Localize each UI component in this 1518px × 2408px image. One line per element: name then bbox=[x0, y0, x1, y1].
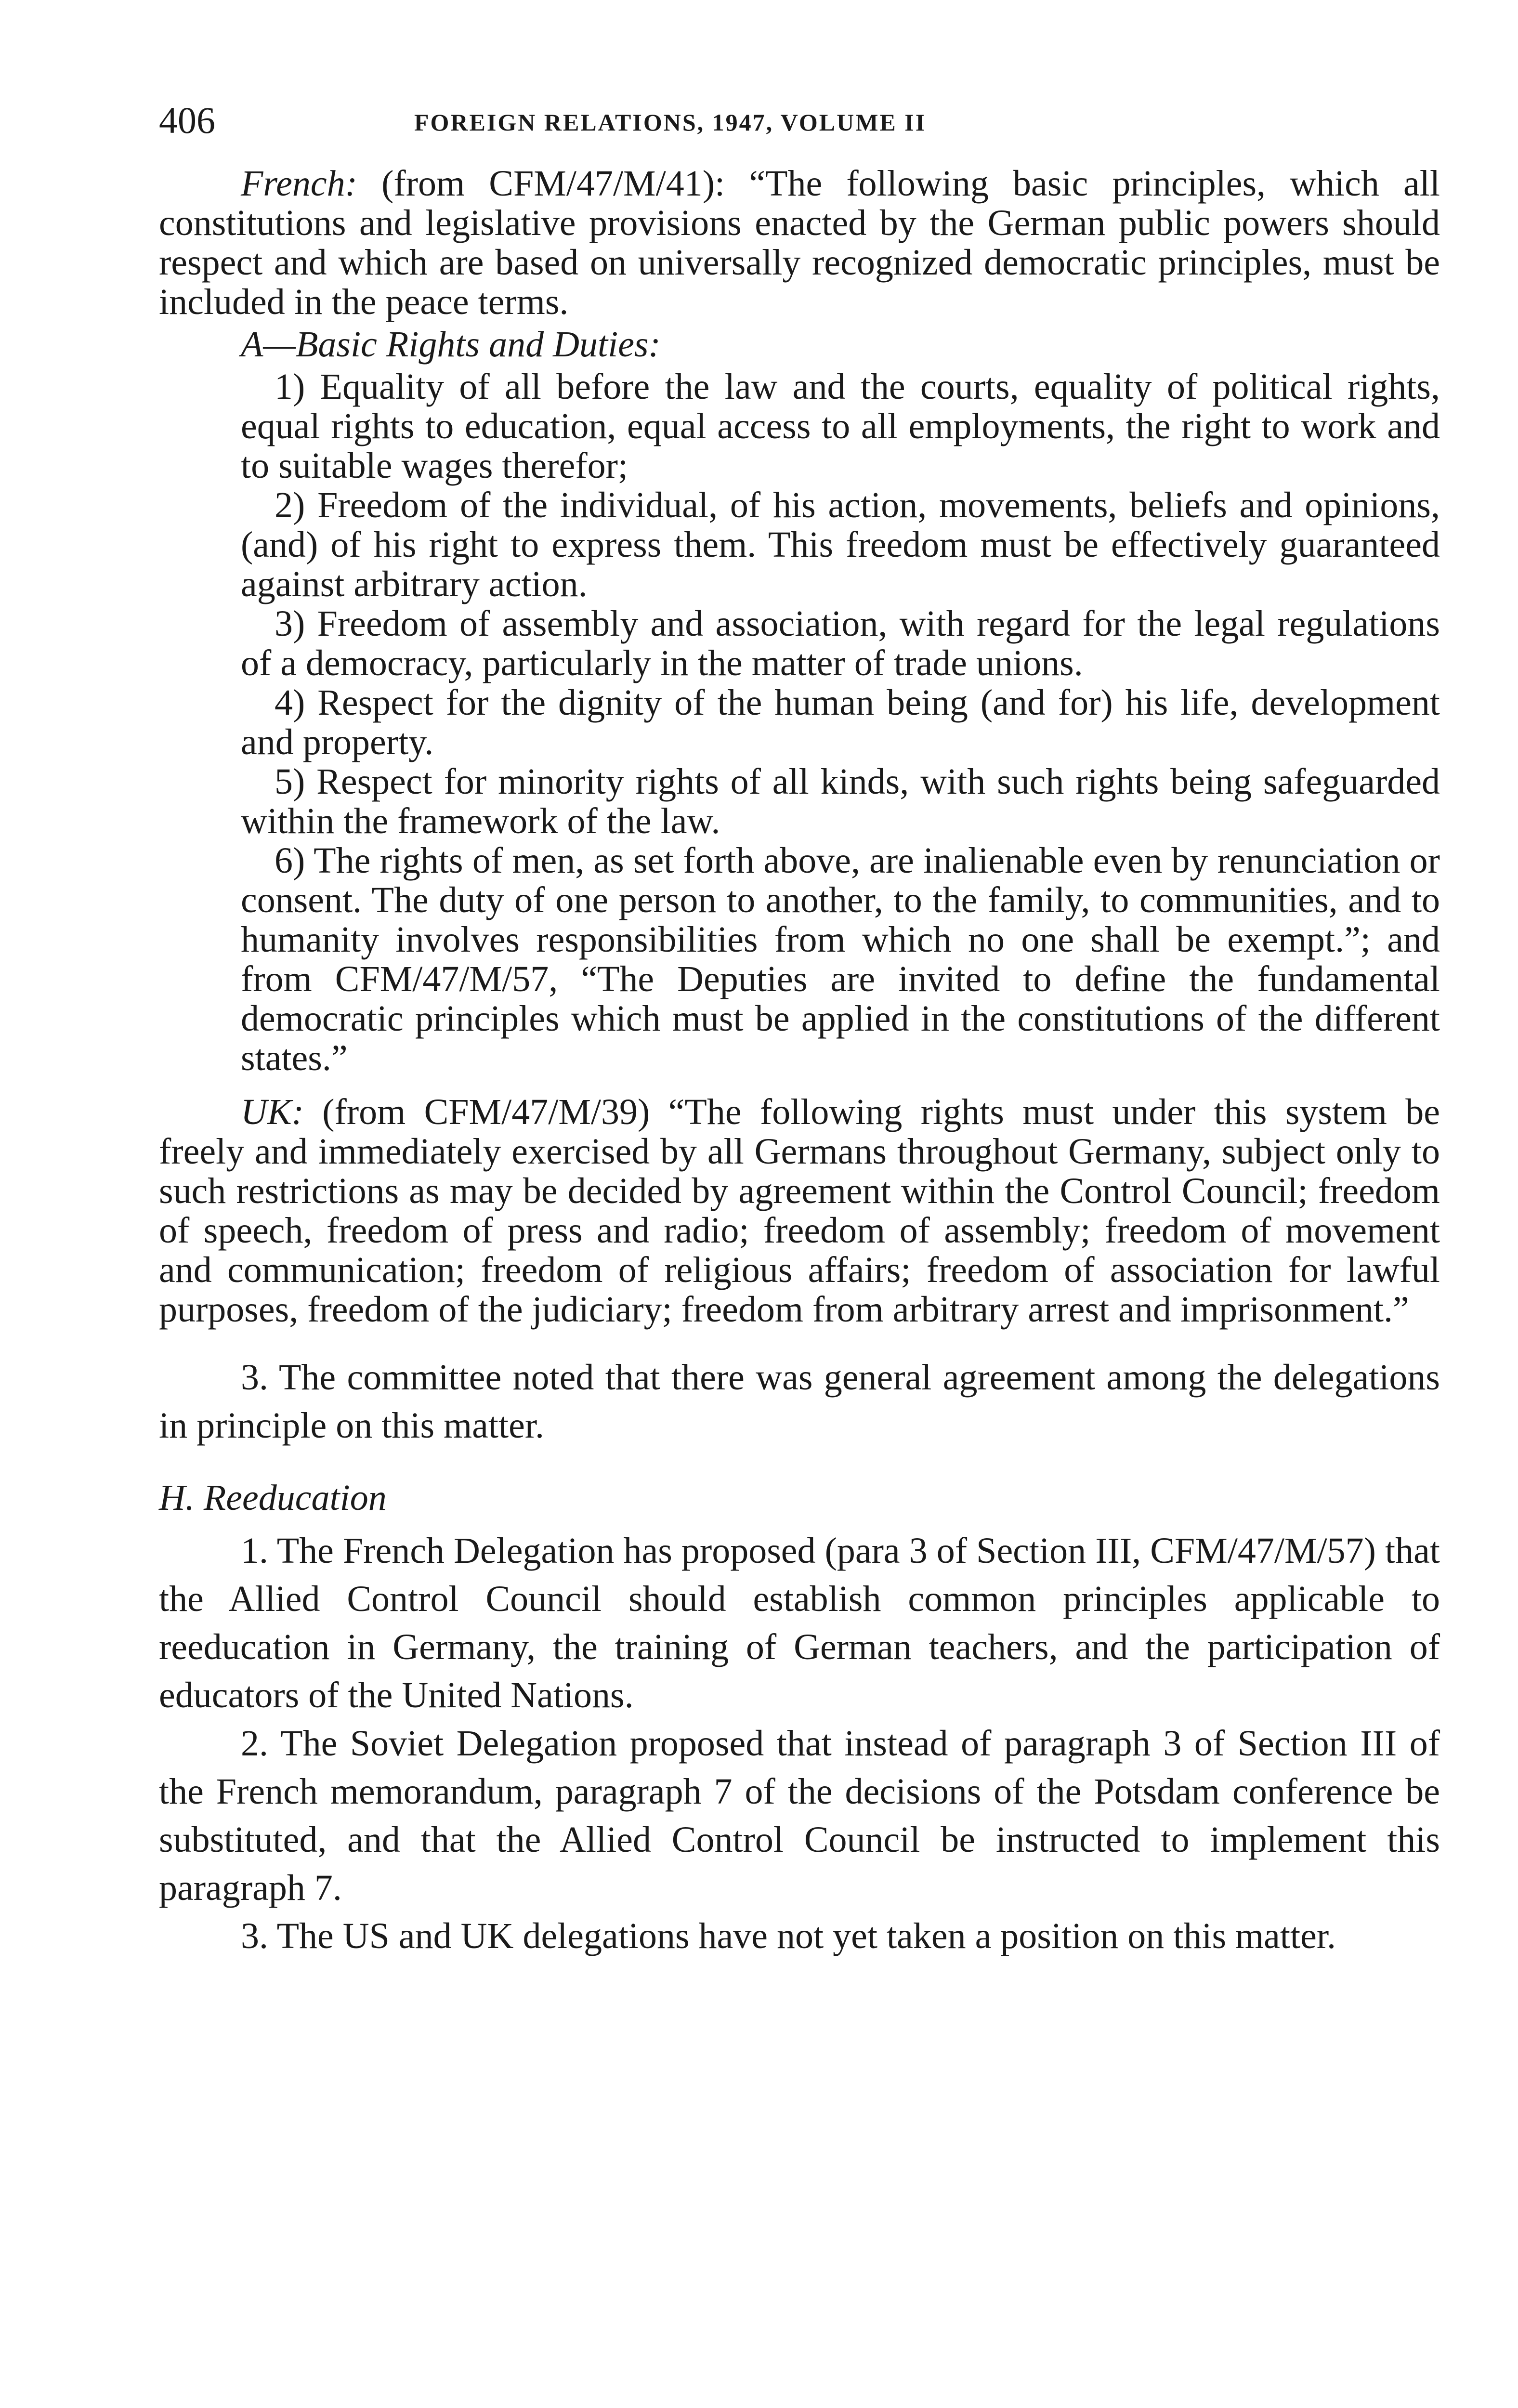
french-label: French: bbox=[241, 163, 357, 204]
list-item: 5) Respect for minority rights of all kinds, with such rights being safeguarded within the framework of the law. bbox=[241, 761, 1440, 841]
uk-label: UK: bbox=[241, 1092, 304, 1132]
committee-note: 3. The committee noted that there was general agreement among the delegations in principle on this matter. bbox=[159, 1357, 1440, 1446]
page-number: 406 bbox=[159, 99, 215, 141]
reeducation-paragraph: 2. The Soviet Delegation proposed that instead of paragraph 3 of Section III of the French memorandum, paragraph 7 of the decisions of the Potsdam conference be substituted, and that the Allied Control Council be instructed to implement this paragraph 7. bbox=[159, 1723, 1440, 1908]
reeducation-heading: H. Reeducation bbox=[159, 1478, 387, 1518]
list-item: 3) Freedom of assembly and association, with regard for the legal regulations of a democracy, particularly in the matter of trade unions. bbox=[241, 603, 1440, 683]
list-item: 1) Equality of all before the law and the courts, equality of political rights, equal rights to education, equal access to all employments, the right to work and to suitable wages therefor; bbox=[241, 366, 1440, 486]
basic-rights-list bbox=[241, 367, 1440, 1078]
list-item: 6) The rights of men, as set forth above, are inalienable even by renunciation or consent. The duty of one person to another, to the family, to communities, and to humanity involves responsibilities from which no one shall be exempt.”; and from CFM/47/M/57, “The Deputies are invited to define the fundamental democratic principles which must be applied in the constitutions of the different states.” bbox=[241, 840, 1440, 1078]
running-head: FOREIGN RELATIONS, 1947, VOLUME II bbox=[414, 109, 927, 136]
page-header bbox=[159, 96, 1440, 149]
uk-paragraph bbox=[159, 1092, 1440, 1329]
reeducation-paragraph: 1. The French Delegation has proposed (para 3 of Section III, CFM/47/M/57) that the Allied Control Council should establish common principles applicable to reeducation in Germany, the training of German teachers, and the participation of educators of the United Nations. bbox=[159, 1531, 1440, 1715]
main-section bbox=[159, 1353, 1440, 1960]
french-intro-text: (from CFM/47/M/41): “The following basic principles, which all constitutions and legislative provisions enacted by the German public powers should respect and which are based on universally recognized democratic principles, must be included in the peace terms. bbox=[159, 163, 1440, 322]
reeducation-paragraph: 3. The US and UK delegations have not yet taken a position on this matter. bbox=[241, 1916, 1336, 1956]
list-item: 2) Freedom of the individual, of his action, movements, beliefs and opinions, (and) of his right to express them. This freedom must be effectively guaranteed against arbitrary action. bbox=[241, 485, 1440, 604]
list-item: 4) Respect for the dignity of the human being (and for) his life, development and property. bbox=[241, 682, 1440, 762]
basic-rights-subhead: A—Basic Rights and Duties: bbox=[241, 324, 661, 365]
french-intro-paragraph bbox=[159, 164, 1440, 322]
document-page bbox=[159, 96, 1440, 1960]
uk-text: (from CFM/47/M/39) “The following rights must under this system be freely and immediately exercised by all Germans throughout Germany, subject only to such restrictions as may be decided by agreement within the Control Council; freedom of speech, freedom of press and radio; freedom of assembly; freedom of movement and communication; freedom of religious affairs; freedom of association for lawful purposes, freedom of the judiciary; freedom from arbitrary arrest and imprisonment.” bbox=[159, 1092, 1440, 1330]
